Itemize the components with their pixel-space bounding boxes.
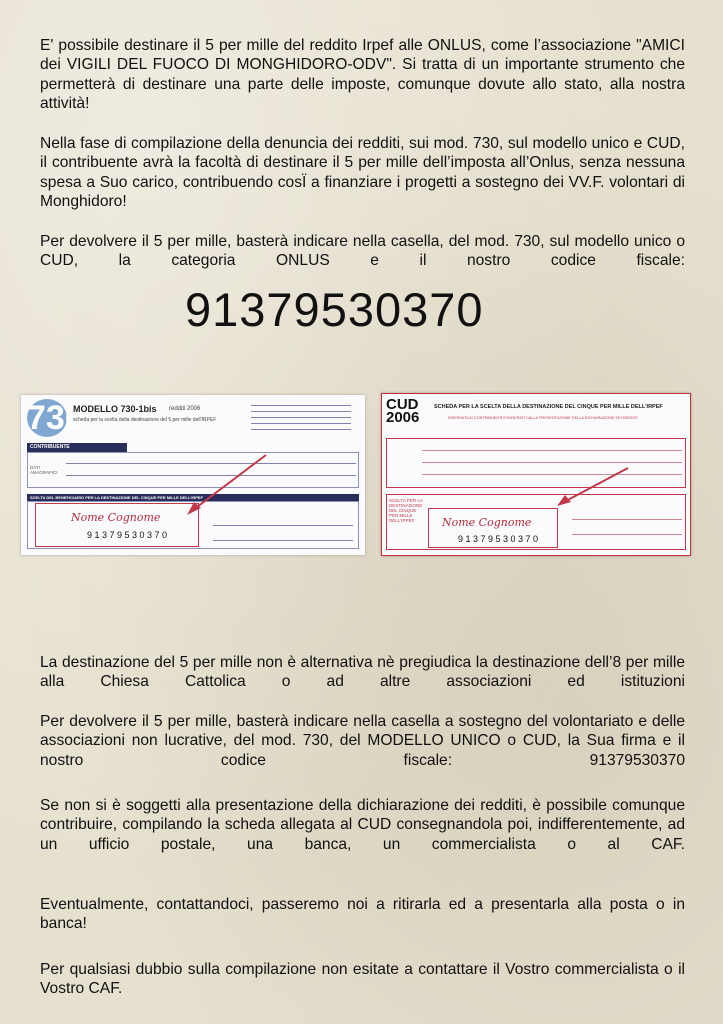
form-cud-image xyxy=(381,393,691,556)
instructions-paragraph: Per devolvere il 5 per mille, basterà indicare nella casella, del mod. 730, sul modello unico o CUD, la categoria ONLUS e il nostro codice fiscale: xyxy=(40,233,685,270)
form-730-year: redditi 2006 xyxy=(169,406,201,412)
form-730-title: MODELLO 730-1bis xyxy=(73,404,157,414)
pickup-paragraph: Eventualmente, contattandoci, passeremo noi a ritirarla ed a presentarla alla posta o in banca! xyxy=(40,896,685,933)
cud-code: 91379530370 xyxy=(458,534,541,544)
choice-bar: SCELTA DEL BENEFICIARIO PER LA DESTINAZIONE DEL CINQUE PER MILLE DELL'IRPEF xyxy=(27,494,359,501)
signature-paragraph: Per devolvere il 5 per mille, basterà indicare nella casella a sostegno del volontariato e delle associazioni non lucrative, del mod. 730, del MODELLO UNICO o CUD, la Sua firma e il nostro codice fiscale: 91379530370 xyxy=(40,713,685,769)
highlight-box xyxy=(35,503,199,547)
form-730-image xyxy=(21,395,365,555)
form-number-badge: 730 xyxy=(27,399,84,437)
cud-subtitle: RISERVATA AI CONTRIBUENTI ESONERATI DALLA PRESENTAZIONE DELLA DICHIARAZIONE DEI REDDITI xyxy=(448,416,639,420)
alternative-paragraph: La destinazione del 5 per mille non è alternativa nè pregiudica la destinazione dell’8 per mille alla Chiesa Cattolica o ad altre associazioni ed istituzioni xyxy=(40,654,685,691)
arrow-icon xyxy=(181,450,271,520)
compilation-paragraph: Nella fase di compilazione della denuncia dei redditi, sui mod. 730, sul modello unico e CUD, il contribuente avrà la facoltà di destinare il 5 per mille dell’imposta all’Onlus, senza nessuna spesa a Suo carico, contribuendo cosÏ a finanziare i progetti a sostegno dei VV.F. volontari di Monghidoro! xyxy=(40,135,685,210)
cud-logo: CUD 2006 xyxy=(386,396,420,426)
cud-signature: Nome Cognome xyxy=(442,516,532,529)
cud-title: SCHEDA PER LA SCELTA DELLA DESTINAZIONE DEL CINQUE PER MILLE DELL'IRPEF xyxy=(434,404,663,410)
form-730-code: 91379530370 xyxy=(87,530,170,540)
dati-anagrafici-label: DATI ANAGRAFICI xyxy=(30,465,58,475)
no-declaration-paragraph: Se non si è soggetti alla presentazione della dichiarazione dei redditi, è possibile comunque contribuire, compilando la scheda allegata al CUD consegnandola poi, indifferentemente, ad un ufficio postale, una banca, un commercialista o al CAF. xyxy=(40,797,685,853)
signature: Nome Cognome xyxy=(71,511,161,524)
cud-section-label: SCELTA PER LA DESTINAZIONE DEL CINQUE PER MILLE DELL'IRPEF xyxy=(389,498,423,523)
intro-paragraph: E' possibile destinare il 5 per mille del reddito Irpef alle ONLUS, come l’associazione "AMICI dei VIGILI DEL FUOCO DI MONGHIDORO-ODV". Si tratta di un importante strumento che permetterà di destinare una parte delle imposte, comunque dovute allo stato, alla nostra attività! xyxy=(40,37,685,112)
form-730-subtitle: scheda per la scelta della destinazione del 5 per mille dell'IRPEF xyxy=(73,417,217,423)
fiscal-code: 91379530370 xyxy=(185,283,484,336)
cud-arrow-icon xyxy=(552,464,632,509)
contribuente-bar: CONTRIBUENTE xyxy=(27,443,127,452)
contact-paragraph: Per qualsiasi dubbio sulla compilazione non esitate a contattare il Vostro commercialista o il Vostro CAF. xyxy=(40,961,685,998)
